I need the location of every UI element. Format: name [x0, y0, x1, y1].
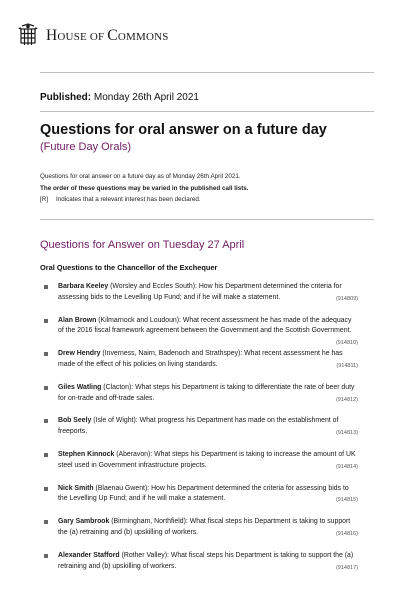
top-divider [40, 72, 374, 73]
question-number: (914814) [335, 463, 358, 470]
question-number: (914811) [336, 362, 358, 369]
bullet-square-icon [44, 352, 48, 356]
question-number: (914813) [335, 430, 358, 437]
bullet-square-icon [44, 520, 48, 524]
question-body: (Blaenau Gwent): How his Department determined the criteria for assessing bids to the Levelling Up Fund; and if he will make a statement. [58, 484, 349, 503]
bullet-square-icon [44, 386, 48, 390]
question-body: (Aberavon): What steps his Department is taking to increase the amount of UK steel used in Government infrastructure projects. [58, 450, 356, 469]
question-member: Alexander Stafford [58, 551, 120, 559]
section-title: Questions for Answer on Tuesday 27 April [40, 239, 245, 251]
question-text [58, 383, 358, 405]
question-item [44, 282, 358, 304]
question-text [58, 349, 358, 371]
question-text [58, 517, 358, 539]
question-item [44, 316, 358, 347]
bullet-square-icon [44, 554, 48, 558]
intro-divider [40, 219, 374, 220]
question-body: (Clacton): What steps his Department is taking to differentiate the rate of beer duty for on-trade and off-trade sales. [58, 383, 355, 402]
question-member: Stephen Kinnock [58, 450, 115, 458]
question-member: Drew Hendry [58, 350, 101, 358]
page-subtitle: (Future Day Orals) [40, 141, 132, 153]
bullet-square-icon [44, 285, 48, 289]
question-number: (914812) [335, 396, 358, 403]
question-member: Nick Smith [58, 484, 94, 492]
question-body: (Inverness, Nairn, Badenoch and Strathspey): What recent assessment he has made of the effect of his policies on living standards. [58, 350, 343, 368]
question-item [44, 416, 358, 438]
question-item [44, 484, 358, 506]
question-item [44, 349, 358, 371]
question-number: (914815) [335, 497, 358, 504]
bullet-square-icon [44, 419, 48, 423]
question-body: (Kilmarnock and Loudoun): What recent assessment he has made of the adequacy of the 2016 fiscal framework agreement between the Government and the Scottish Government. [58, 316, 352, 335]
published-date: Monday 26th April 2021 [93, 92, 199, 103]
question-member: Alan Brown [58, 316, 97, 324]
question-member: Gary Sambrook [58, 518, 110, 526]
question-item [44, 551, 358, 573]
published-label: Published: [40, 92, 92, 103]
question-list [44, 282, 358, 573]
question-text [58, 551, 358, 573]
relevant-interest-tag: [R] [40, 196, 49, 203]
published-divider [40, 111, 374, 112]
bullet-square-icon [44, 487, 48, 491]
question-text [58, 484, 358, 506]
question-text [58, 282, 358, 304]
question-number: (914810) [335, 340, 358, 347]
intro-line-1: Questions for oral answer on a future day as of Monday 26th April 2021. [40, 173, 241, 180]
question-body: (Birmingham, Northfield): What fiscal steps his Department is taking to support the (a) retraining and (b) upskilling of workers. [58, 518, 351, 536]
published-line [40, 92, 199, 103]
question-body: (Isle of Wight): What progress his Department has made on the establishment of freeports. [58, 417, 339, 436]
question-text [58, 416, 358, 438]
question-number: (914809) [335, 295, 358, 302]
question-member: Barbara Keeley [58, 283, 109, 290]
question-text [58, 316, 358, 347]
portcullis-icon [18, 23, 38, 49]
question-text [58, 450, 358, 472]
question-item [44, 450, 358, 472]
question-member: Bob Seely [58, 417, 92, 425]
page-title: Questions for oral answer on a future day [40, 122, 327, 138]
bullet-square-icon [44, 319, 48, 323]
bullet-square-icon [44, 453, 48, 457]
question-number: (914816) [335, 530, 358, 537]
question-item [44, 383, 358, 405]
intro-notes [40, 171, 249, 206]
question-member: Giles Watling [58, 383, 102, 391]
house-of-commons-wordmark: HOUSE OF COMMONS [46, 27, 169, 44]
question-number: (914817) [335, 564, 358, 571]
intro-line-2: The order of these questions may be varied in the published call lists. [40, 184, 249, 192]
question-body: (Worsley and Eccles South): How his Department determined the criteria for assessing bids to the Levelling Up Fund; and if he will make a statement. [58, 283, 342, 301]
relevant-interest-note: Indicates that a relevant interest has been declared. [56, 196, 201, 203]
intro-line-3 [40, 194, 249, 206]
house-of-commons-header [18, 22, 169, 50]
question-item [44, 517, 358, 539]
question-body: (Rother Valley): What fiscal steps his Department is taking to support the (a) retraining and (b) upskilling of workers. [58, 551, 354, 570]
subsection-title: Oral Questions to the Chancellor of the Exchequer [40, 263, 218, 272]
